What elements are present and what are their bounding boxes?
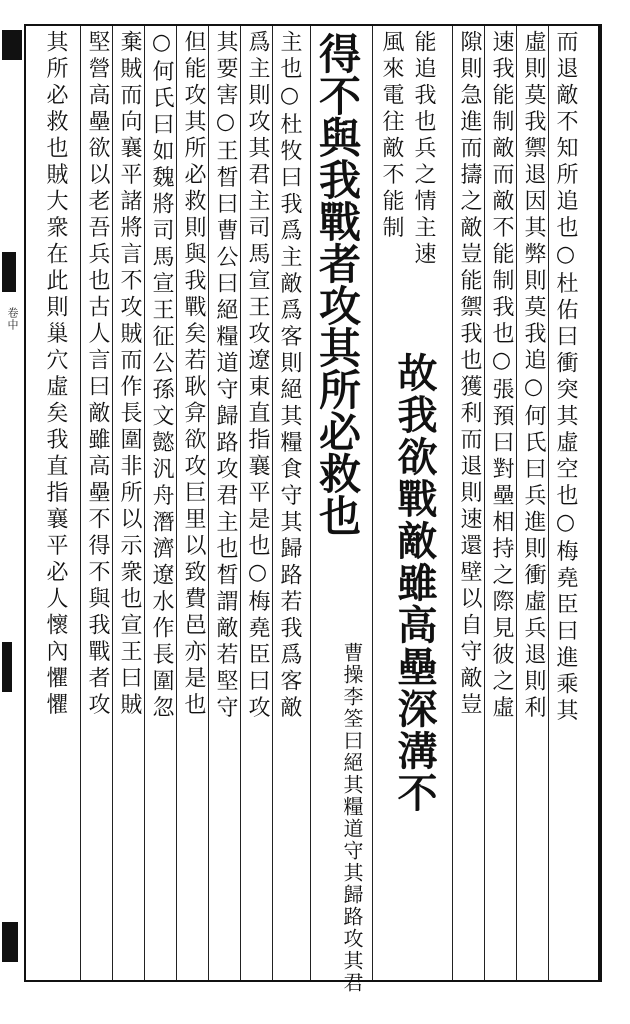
commentary-column-4: 隙則急進而擣之敵豈能禦我也獲利而退則速還壁以自守敵豈 xyxy=(457,30,482,719)
column-rule xyxy=(80,26,81,980)
column-rule xyxy=(112,26,113,980)
page-margin-strip xyxy=(2,22,22,984)
commentary-column-6: 風來電往敵不能制 xyxy=(379,30,404,242)
commentary-column-11: ○何氏曰如魏將司馬宣王征公孫文懿汎舟潛濟遼水作長圍忽 xyxy=(149,30,174,722)
commentary-column-7: 主也○杜牧曰我爲主敵爲客則絕其糧食守其歸路若我爲客敵 xyxy=(277,30,302,722)
column-rule xyxy=(484,26,485,980)
center-commentary: 曹操李筌曰絕其糧道守其歸路攻其君 xyxy=(340,642,364,994)
column-rule xyxy=(144,26,145,980)
commentary-column-1: 而退敵不知所追也○杜佑曰衝突其虛空也○梅堯臣曰進乘其 xyxy=(553,30,578,725)
column-rule xyxy=(452,26,453,980)
margin-ink-mark xyxy=(2,922,18,962)
commentary-column-5: 能追我也兵之情主速 xyxy=(411,30,436,269)
margin-ink-mark xyxy=(2,252,16,292)
column-rule xyxy=(208,26,209,980)
commentary-column-2: 虛則莫我禦退因其弊則莫我追○何氏曰兵進則衝虛兵退則利 xyxy=(521,30,546,722)
commentary-column-8: 爲主則攻其君主司馬宣王攻遼東直指襄平是也○梅堯臣曰攻 xyxy=(245,30,270,722)
column-rule xyxy=(272,26,273,980)
column-rule xyxy=(176,26,177,980)
commentary-column-13: 堅營高壘欲以老吾兵也古人言曰敵雖高壘不得不與我戰者攻 xyxy=(85,30,110,719)
outer-border-rule xyxy=(598,24,601,982)
commentary-column-3: 速我能制敵而敵不能制我也○張預曰對壘相持之際見彼之虛 xyxy=(489,30,514,722)
column-rule xyxy=(548,26,549,980)
margin-ink-mark xyxy=(2,642,12,692)
commentary-column-14: 其所必救也賊大衆在此則巢穴虛矣我直指襄平必人懷內懼懼 xyxy=(43,30,68,719)
commentary-column-9: 其要害○王晳曰曹公曰絕糧道守歸路攻君主也晳謂敵若堅守 xyxy=(213,30,238,722)
commentary-column-12: 棄賊而向襄平諸將言不攻賊而作長圍非所以示衆也宣王曰賊 xyxy=(117,30,142,719)
main-text-column: 得不與我戰者攻其所必救也 xyxy=(313,32,362,536)
column-rule xyxy=(372,26,373,980)
column-rule xyxy=(516,26,517,980)
column-rule xyxy=(310,26,311,980)
main-text-heading: 故我欲戰敵雖高壘深溝不 xyxy=(391,352,438,814)
margin-ink-mark xyxy=(2,30,22,60)
column-rule xyxy=(240,26,241,980)
commentary-column-10: 但能攻其所必救則與我戰矣若耿弇欲攻巨里以致費邑亦是也 xyxy=(181,30,206,719)
margin-label: 卷中 xyxy=(6,307,19,331)
